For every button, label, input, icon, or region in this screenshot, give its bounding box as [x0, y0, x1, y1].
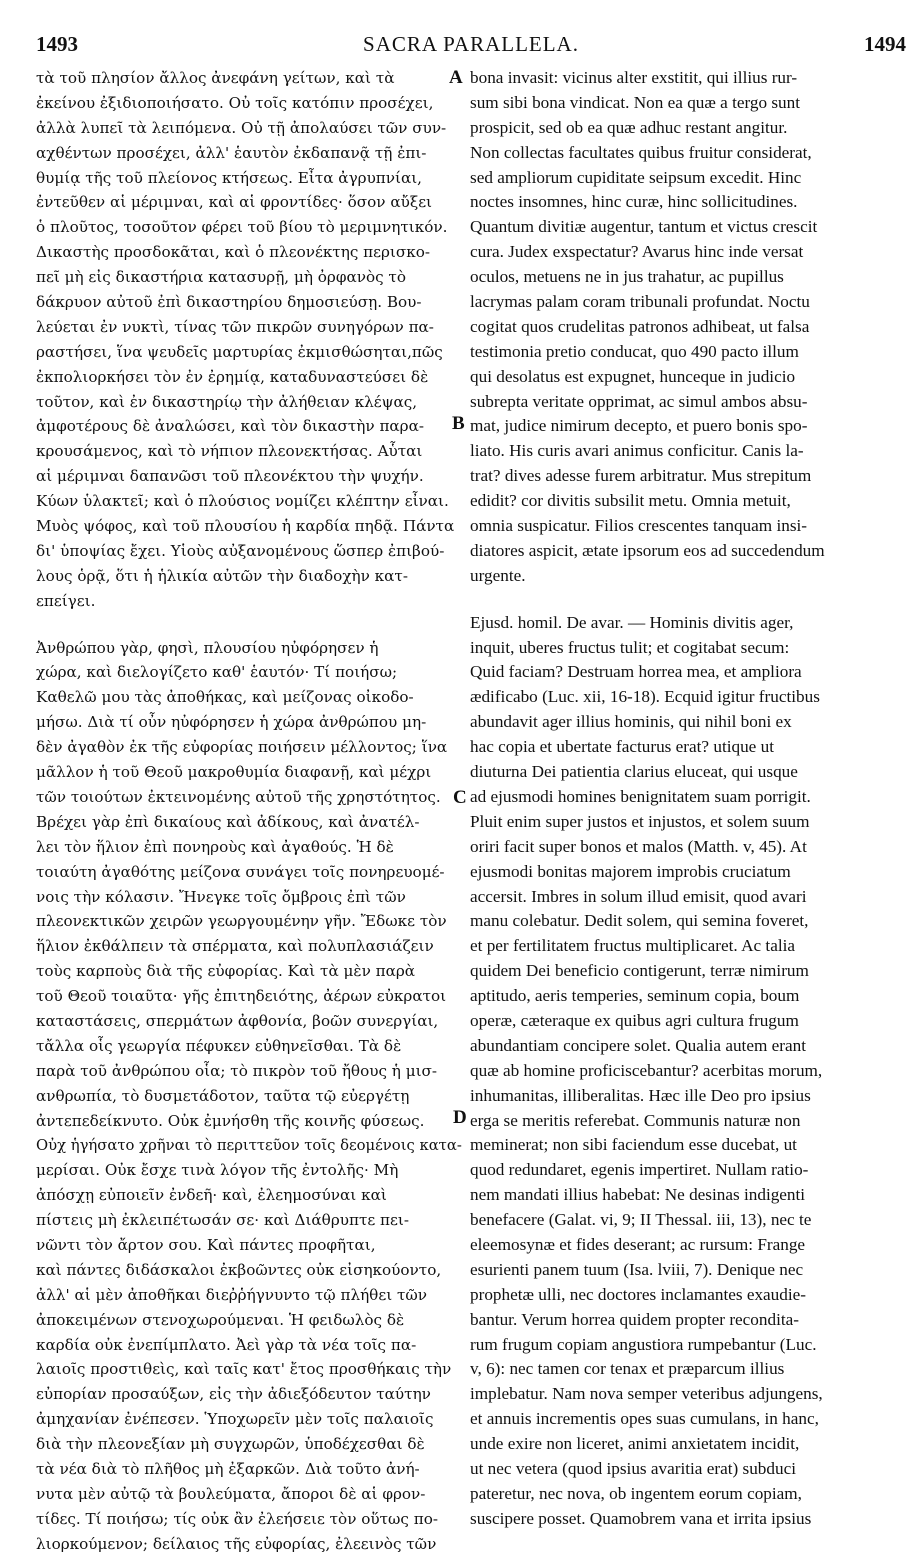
greek-text-line: τὰ νέα διὰ τὸ πλῆθος μὴ ἐξαρκῶν. Διὰ τοῦτο ἀνή- — [36, 1459, 420, 1478]
latin-text-line: manu colebatur. Dedit solem, qui semina foveret, — [470, 911, 809, 931]
greek-text-line: τοῦτον, καὶ ἐν δικαστηρίῳ τὴν ἀλήθειαν κλέψας, — [36, 392, 418, 411]
greek-text-line: τίδες. Τί ποιήσω; τίς οὐκ ἂν ἐλεήσειε τὸν οὕτως πο- — [36, 1509, 439, 1528]
greek-text-line: κρουσάμενος, καὶ τὸ νήπιον πλεονεκτήσας. Αὗται — [36, 442, 423, 461]
greek-text-line: ἐκπολιορκήσει τὸν ἐν ἐρημίᾳ, καταδυναστεύσει δὲ — [36, 367, 429, 386]
latin-text-line: abundavit ager illius hominis, qui nihil boni ex — [470, 712, 792, 732]
greek-text-line: ἐκείνου ἐξιδιοποιήσατο. Οὐ τοῖς κατόπιν προσέχει, — [36, 93, 434, 112]
latin-text-line: Non collectas facultates quibus fruitur considerat, — [470, 142, 812, 162]
latin-text-line: prospicit, sed ob ea quæ adhuc restant angitur. — [470, 117, 788, 137]
greek-text-line: τὰ τοῦ πλησίον ἄλλος ἀνεφάνη γείτων, καὶ τὰ — [36, 69, 395, 87]
greek-text-line: Ἀνθρώπου γὰρ, φησὶ, πλουσίου ηὐφόρησεν ἡ — [36, 638, 379, 657]
greek-text-line: πίστεις μὴ ἐκλειπέτωσάν σε· καὶ Διάθρυπτε πει- — [36, 1211, 409, 1230]
page-header — [36, 32, 906, 60]
greek-text-line: νυτα μὲν αὐτῷ τὰ βουλεύματα, ἄποροι δὲ αἱ φρον- — [36, 1484, 426, 1503]
greek-text-line: καρδία οὐκ ἐνεπίμπλατο. Ἀεὶ γὰρ τὰ νέα τοῖς πα- — [36, 1335, 417, 1354]
greek-text-line: επείγει. — [36, 591, 96, 610]
greek-text-line: Καθελῶ μου τὰς ἀποθήκας, καὶ μείζονας οἰκοδο- — [36, 688, 414, 707]
latin-text-line: edidit? cor divitis subsilit metu. Omnia metuit, — [470, 491, 791, 511]
latin-text-line: ejusmodi bonitas majorem improbis cruciatum — [470, 861, 791, 881]
greek-text-line: τοιαύτη ἀγαθότης μείζονα συνάγει τοῖς πονηρευομέ- — [36, 862, 445, 881]
greek-text-line: ὁ πλοῦτος, τοσοῦτον φέρει τοῦ βίου τὸ μεριμνητικόν. — [36, 218, 448, 237]
latin-text-line: accersit. Imbres in solum illud emisit, quod avari — [470, 886, 807, 906]
latin-text-line: diuturna Dei patientia clarius eluceat, qui usque — [470, 762, 798, 782]
latin-text-line: ædificabo (Luc. xii, 16-18). Ecquid igitur fructibus — [470, 687, 820, 707]
latin-text-line: Pluit enim super justos et injustos, et solem suum — [470, 811, 810, 831]
latin-text-line: et per fertilitatem fructus multiplicaret. Ac talia — [470, 936, 796, 956]
greek-text-line: χώρα, καὶ διελογίζετο καθ' ἑαυτόν· Τί ποιήσω; — [36, 663, 398, 682]
latin-text-line: pateretur, nec nova, ob ingentem eorum copiam, — [470, 1483, 802, 1503]
greek-text-line: Δικαστὴς προσδοκᾶται, καὶ ὁ πλεονέκτης περισκο- — [36, 243, 431, 262]
latin-text-line: ut nec vetera (quod ipsius avaritia erat) subduci — [470, 1458, 796, 1478]
latin-text-line: rum frugum copiam angustiora rumpebantur (Luc. — [470, 1334, 817, 1354]
latin-text-line: bantur. Verum horrea quidem propter recondita- — [470, 1309, 799, 1329]
greek-text-line: δι' ὑποψίας ἔχει. Υἱοὺς αὐξανομένους ὥσπερ ἐπιβού- — [36, 541, 445, 560]
latin-text-line: ad ejusmodi homines benignitatem suam porrigit. — [470, 786, 811, 806]
latin-text-line: inhumanitas, illiberalitas. Hæc ille Deo pro ipsius — [470, 1085, 811, 1105]
latin-text-line: quidem Dei beneficio contigerunt, terræ nimirum — [470, 961, 809, 981]
latin-text-line: diatores aspicit, ætate ipsorum eos ad succedendum — [470, 540, 825, 560]
greek-column — [36, 66, 462, 1553]
greek-text-line: πεῖ μὴ εἰς δικαστήρια κατασυρῇ, μὴ ὀρφανὸς τὸ — [36, 268, 406, 287]
latin-text-line: eleemosynæ et fides deserant; ac rursum: Frange — [470, 1234, 806, 1254]
greek-text-line: λει τὸν ἥλιον ἐπὶ πονηροὺς καὶ ἀγαθούς. Ἡ δὲ — [36, 837, 394, 856]
greek-text-line: λους ὁρᾷ, ὅτι ἡ ἡλικία αὐτῶν τὴν διαδοχὴν κατ- — [36, 566, 408, 585]
greek-text-line: καὶ πάντες διδάσκαλοι ἐκβοῶντες οὐκ εἰσηκούοντο, — [36, 1260, 442, 1279]
latin-text-line: qui desolatus est expugnet, hunceque in judicio — [470, 366, 796, 386]
latin-text-line: nem mandati illius habebat: Ne desinas indigenti — [470, 1185, 806, 1205]
greek-text-line: τοὺς καρποὺς διὰ τῆς εὐφορίας. Καὶ τὰ μὲν παρὰ — [36, 962, 416, 981]
greek-text-line: θυμίᾳ τῆς τοῦ πλείονος κτήσεως. Εἶτα ἀγρυπνίαι, — [36, 168, 423, 187]
latin-text-line: trat? dives adesse furem arbitratur. Mus strepitum — [470, 466, 812, 486]
greek-text-line: μερίσαι. Οὐκ ἔσχε τινὰ λόγον τῆς ἐντολῆς· Μὴ — [36, 1161, 399, 1180]
latin-text-line: cura. Judex exspectatur? Avarus hinc inde versat — [470, 242, 804, 262]
latin-text-line: oriri facit super bonos et malos (Matth. v, 45). At — [470, 836, 807, 856]
greek-text-line: λεύεται ἐν νυκτὶ, τίνας τῶν πικρῶν συνηγόρων πα- — [36, 317, 434, 336]
greek-text-line: αἱ μέριμναι δαπανῶσι τοῦ πλεονέκτου τὴν ψυχήν. — [36, 467, 424, 486]
latin-text-line: abundantiam concipere solet. Qualia autem erant — [470, 1035, 806, 1055]
greek-text-line: μᾶλλον ἡ τοῦ Θεοῦ μακροθυμία διαφανῇ, καὶ μέχρι — [36, 763, 432, 782]
latin-text-line: erga se meritis referebat. Communis naturæ non — [470, 1110, 801, 1130]
greek-text-line: ἀμφοτέρους δὲ ἀναλώσει, καὶ τὸν δικαστὴν παρα- — [36, 417, 425, 436]
latin-text-line: omnia suspicatur. Filios crescentes tanquam insi- — [470, 516, 808, 536]
latin-text-line: sed ampliorum cupiditate seipsum excedit. Hinc — [470, 167, 802, 187]
section-gap — [36, 614, 462, 636]
greek-text-line: ἀμηχανίαν ἐνέπεσεν. Ὑποχωρεῖν μὲν τοῖς παλαιοῖς — [36, 1410, 434, 1429]
latin-text-line: bona invasit: vicinus alter exstitit, qui illius rur- — [470, 68, 798, 87]
latin-text-line: lacrymas palam coram tribunali profundat. Noctu — [470, 292, 810, 312]
greek-text-line: νοις τὴν κόλασιν. Ἤνεγκε τοῖς ὄμβροις ἐπὶ τῶν — [36, 887, 406, 906]
latin-text-line: liato. His curis avari animus conficitur. Canis la- — [470, 441, 804, 461]
greek-text-line: ραστήσει, ἵνα ψευδεῖς μαρτυρίας ἐκμισθώσηται,πῶς — [36, 342, 443, 361]
latin-text-line: Quantum divitiæ augentur, tantum et victus crescit — [470, 217, 818, 237]
greek-text-line: τοῦ Θεοῦ τοιαῦτα· γῆς ἐπιτηδειότης, ἀέρων εὐκρατοι — [36, 987, 447, 1006]
greek-text-line: παρὰ τοῦ ἀνθρώπου οἷα; τὸ πικρὸν τοῦ ἤθους ἡ μισ- — [36, 1061, 438, 1080]
greek-text-line: μήσω. Διὰ τί οὖν ηὐφόρησεν ἡ χώρα ἀνθρώπου μη- — [36, 713, 427, 732]
page-number-left: 1493 — [36, 32, 78, 56]
latin-text-line: inquit, uberes fructus tulit; et cogitabat secum: — [470, 637, 790, 657]
latin-text-line: noctes insomnes, hinc curæ, hinc sollicitudines. — [470, 192, 798, 212]
latin-column — [470, 66, 892, 1536]
greek-text-line: τἄλλα οἷς γεωργία πέφυκεν εὐθηνεῖσθαι. Τὰ δὲ — [36, 1036, 402, 1055]
latin-text-line: sum sibi bona vindicat. Non ea quæ a tergo sunt — [470, 92, 801, 112]
greek-text-line: λιορκούμενον; δείλαιος τῆς εὐφορίας, ἐλεεινὸς τῶν — [36, 1534, 437, 1553]
latin-text-line: unde exire non liceret, animi anxietatem incidit, — [470, 1434, 800, 1454]
latin-text-line: oculos, metuens ne in jus trahatur, ac pupillus — [470, 267, 784, 287]
greek-text-line: εὐπορίαν προσαύξων, εἰς τὴν ἀδιεξόδευτον ταύτην — [36, 1385, 431, 1404]
greek-text-line: νῶντι τὸν ἄρτον σου. Καὶ πάντες προφῆται, — [36, 1235, 376, 1254]
greek-text-line: πλεονεκτικῶν χειρῶν γεωργουμένην γῆν. Ἔδωκε τὸν — [36, 912, 447, 931]
latin-text-line: urgente. — [470, 565, 526, 585]
latin-text-line: mat, judice nimirum decepto, et puero bonis spo- — [470, 416, 808, 436]
latin-text-line: benefacere (Galat. vi, 9; II Thessal. iii, 13), nec te — [470, 1210, 812, 1230]
margin-letter-a: A — [449, 67, 463, 88]
greek-text-line: ἀντεπεδείκνυτο. Οὐκ ἐμνήσθη τῆς κοινῆς φύσεως. — [36, 1111, 425, 1130]
latin-text-line: testimonia pretio conducat, quo 490 pacto illum — [470, 341, 799, 361]
greek-text-line: ἐντεῦθεν αἱ μέριμναι, καὶ αἱ φροντίδες· ὅσον αὔξει — [36, 193, 433, 212]
greek-text-line: ἥλιον ἐκθάλπειν τὰ σπέρματα, καὶ πολυπλασιάζειν — [36, 937, 434, 956]
running-title: SACRA PARALLELA. — [363, 32, 579, 56]
latin-text-line: quæ ab homine proficiscebantur? acerbitas morum, — [470, 1060, 823, 1080]
latin-text-line: meminerat; non sibi faciendum esse ducebat, ut — [470, 1135, 797, 1155]
latin-text-line: quod redundaret, egenis impertiret. Nullam ratio- — [470, 1160, 809, 1180]
greek-text-line: δάκρυον αὐτοῦ ἐπὶ δικαστηρίου δημοσιεύσῃ. Βου- — [36, 293, 422, 312]
greek-text-line: Μυὸς ψόφος, καὶ τοῦ πλουσίου ἡ καρδία πηδᾷ. Πάντα — [36, 517, 455, 536]
greek-text-line: διὰ τὴν πλεονεξίαν μὴ συγχωρῶν, ὑποδέχεσθαι δὲ — [36, 1435, 425, 1454]
greek-text-line: Οὐχ ἡγήσατο χρῆναι τὸ περιττεῦον τοῖς δεομένοις κατα- — [36, 1136, 462, 1155]
latin-text-line: cogitat quos crudelitas patronos adhibeat, ut falsa — [470, 316, 810, 336]
greek-text-line: δὲν ἀγαθὸν ἐκ τῆς εὐφορίας ποιήσειν μέλλοντος; ἵνα — [36, 738, 448, 757]
latin-text-line: v, 6): nec tamen cor tenax et præparcum illius — [470, 1359, 785, 1379]
latin-text-line: et annuis incrementis opes suas cumulans, in hanc, — [470, 1409, 819, 1429]
margin-letter-d: D — [453, 1107, 467, 1128]
greek-text-line: ἀλλὰ λυπεῖ τὰ λειπόμενα. Οὐ τῇ ἀπολαύσει τῶν συν- — [36, 118, 447, 137]
latin-text-line: implebatur. Nam nova semper veteribus adjungens, — [470, 1384, 823, 1404]
page-number-right: 1494 — [864, 32, 906, 56]
latin-text-line: operæ, cæteraque ex quibus agri cultura frugum — [470, 1010, 799, 1030]
latin-text-line: esurienti panem tuum (Isa. lviii, 7). Denique nec — [470, 1259, 804, 1279]
margin-letter-b: B — [452, 413, 465, 434]
section-gap — [470, 589, 892, 611]
greek-text-line: αχθέντων προσέχει, ἀλλ' ἑαυτὸν ἐκδαπανᾷ τῇ ἐπι- — [36, 143, 427, 162]
greek-text-line: Βρέχει γὰρ ἐπὶ δικαίους καὶ ἀδίκους, καὶ ἀνατέλ- — [36, 812, 420, 831]
margin-letter-c: C — [453, 787, 467, 808]
latin-text-line: subrepta veritate opprimat, ac simul ambos absu- — [470, 391, 808, 411]
greek-text-line: ανθρωπία, τὸ δυσμετάδοτον, ταῦτα τῷ εὐεργέτῃ — [36, 1086, 410, 1105]
greek-text-line: Κύων ὑλακτεῖ; καὶ ὁ πλούσιος νομίζει κλέπτην εἶναι. — [36, 492, 449, 511]
greek-text-line: ἀποκειμένων στενοχωρούμεναι. Ἡ φειδωλὸς δὲ — [36, 1310, 405, 1329]
latin-text-line: suscipere posset. Quamobrem vana et irrita ipsius — [470, 1508, 812, 1528]
latin-text-line: prophetæ ulli, nec doctores inclamantes exaudie- — [470, 1284, 806, 1304]
greek-text-line: λαιοῖς προστιθεὶς, καὶ ταῖς κατ' ἔτος προσθήκαις τὴν — [36, 1360, 452, 1379]
greek-text-line: τῶν τοιούτων ἐκτεινομένης αὐτοῦ τῆς χρηστότητος. — [36, 787, 441, 806]
latin-text-line: hac copia et ubertate facturus erat? utique ut — [470, 737, 774, 757]
latin-text-line: Quid faciam? Destruam horrea mea, et ampliora — [470, 662, 802, 682]
latin-text-line: aptitudo, aeris temperies, seminum copia, boum — [470, 986, 800, 1006]
greek-text-line: καταστάσεις, σπερμάτων ἀφθονία, βοῶν συνεργίαι, — [36, 1011, 439, 1030]
latin-text-line: Ejusd. homil. De avar. — Hominis divitis ager, — [470, 612, 794, 632]
greek-text-line: ἀπόσχῃ εὐποιεῖν ἐνδεῆ· καὶ, ἐλεημοσύναι καὶ — [36, 1186, 387, 1205]
greek-text-line: ἀλλ' αἱ μὲν ἀποθῆκαι διεῤῥήγνυντο τῷ πλήθει τῶν — [36, 1285, 427, 1304]
